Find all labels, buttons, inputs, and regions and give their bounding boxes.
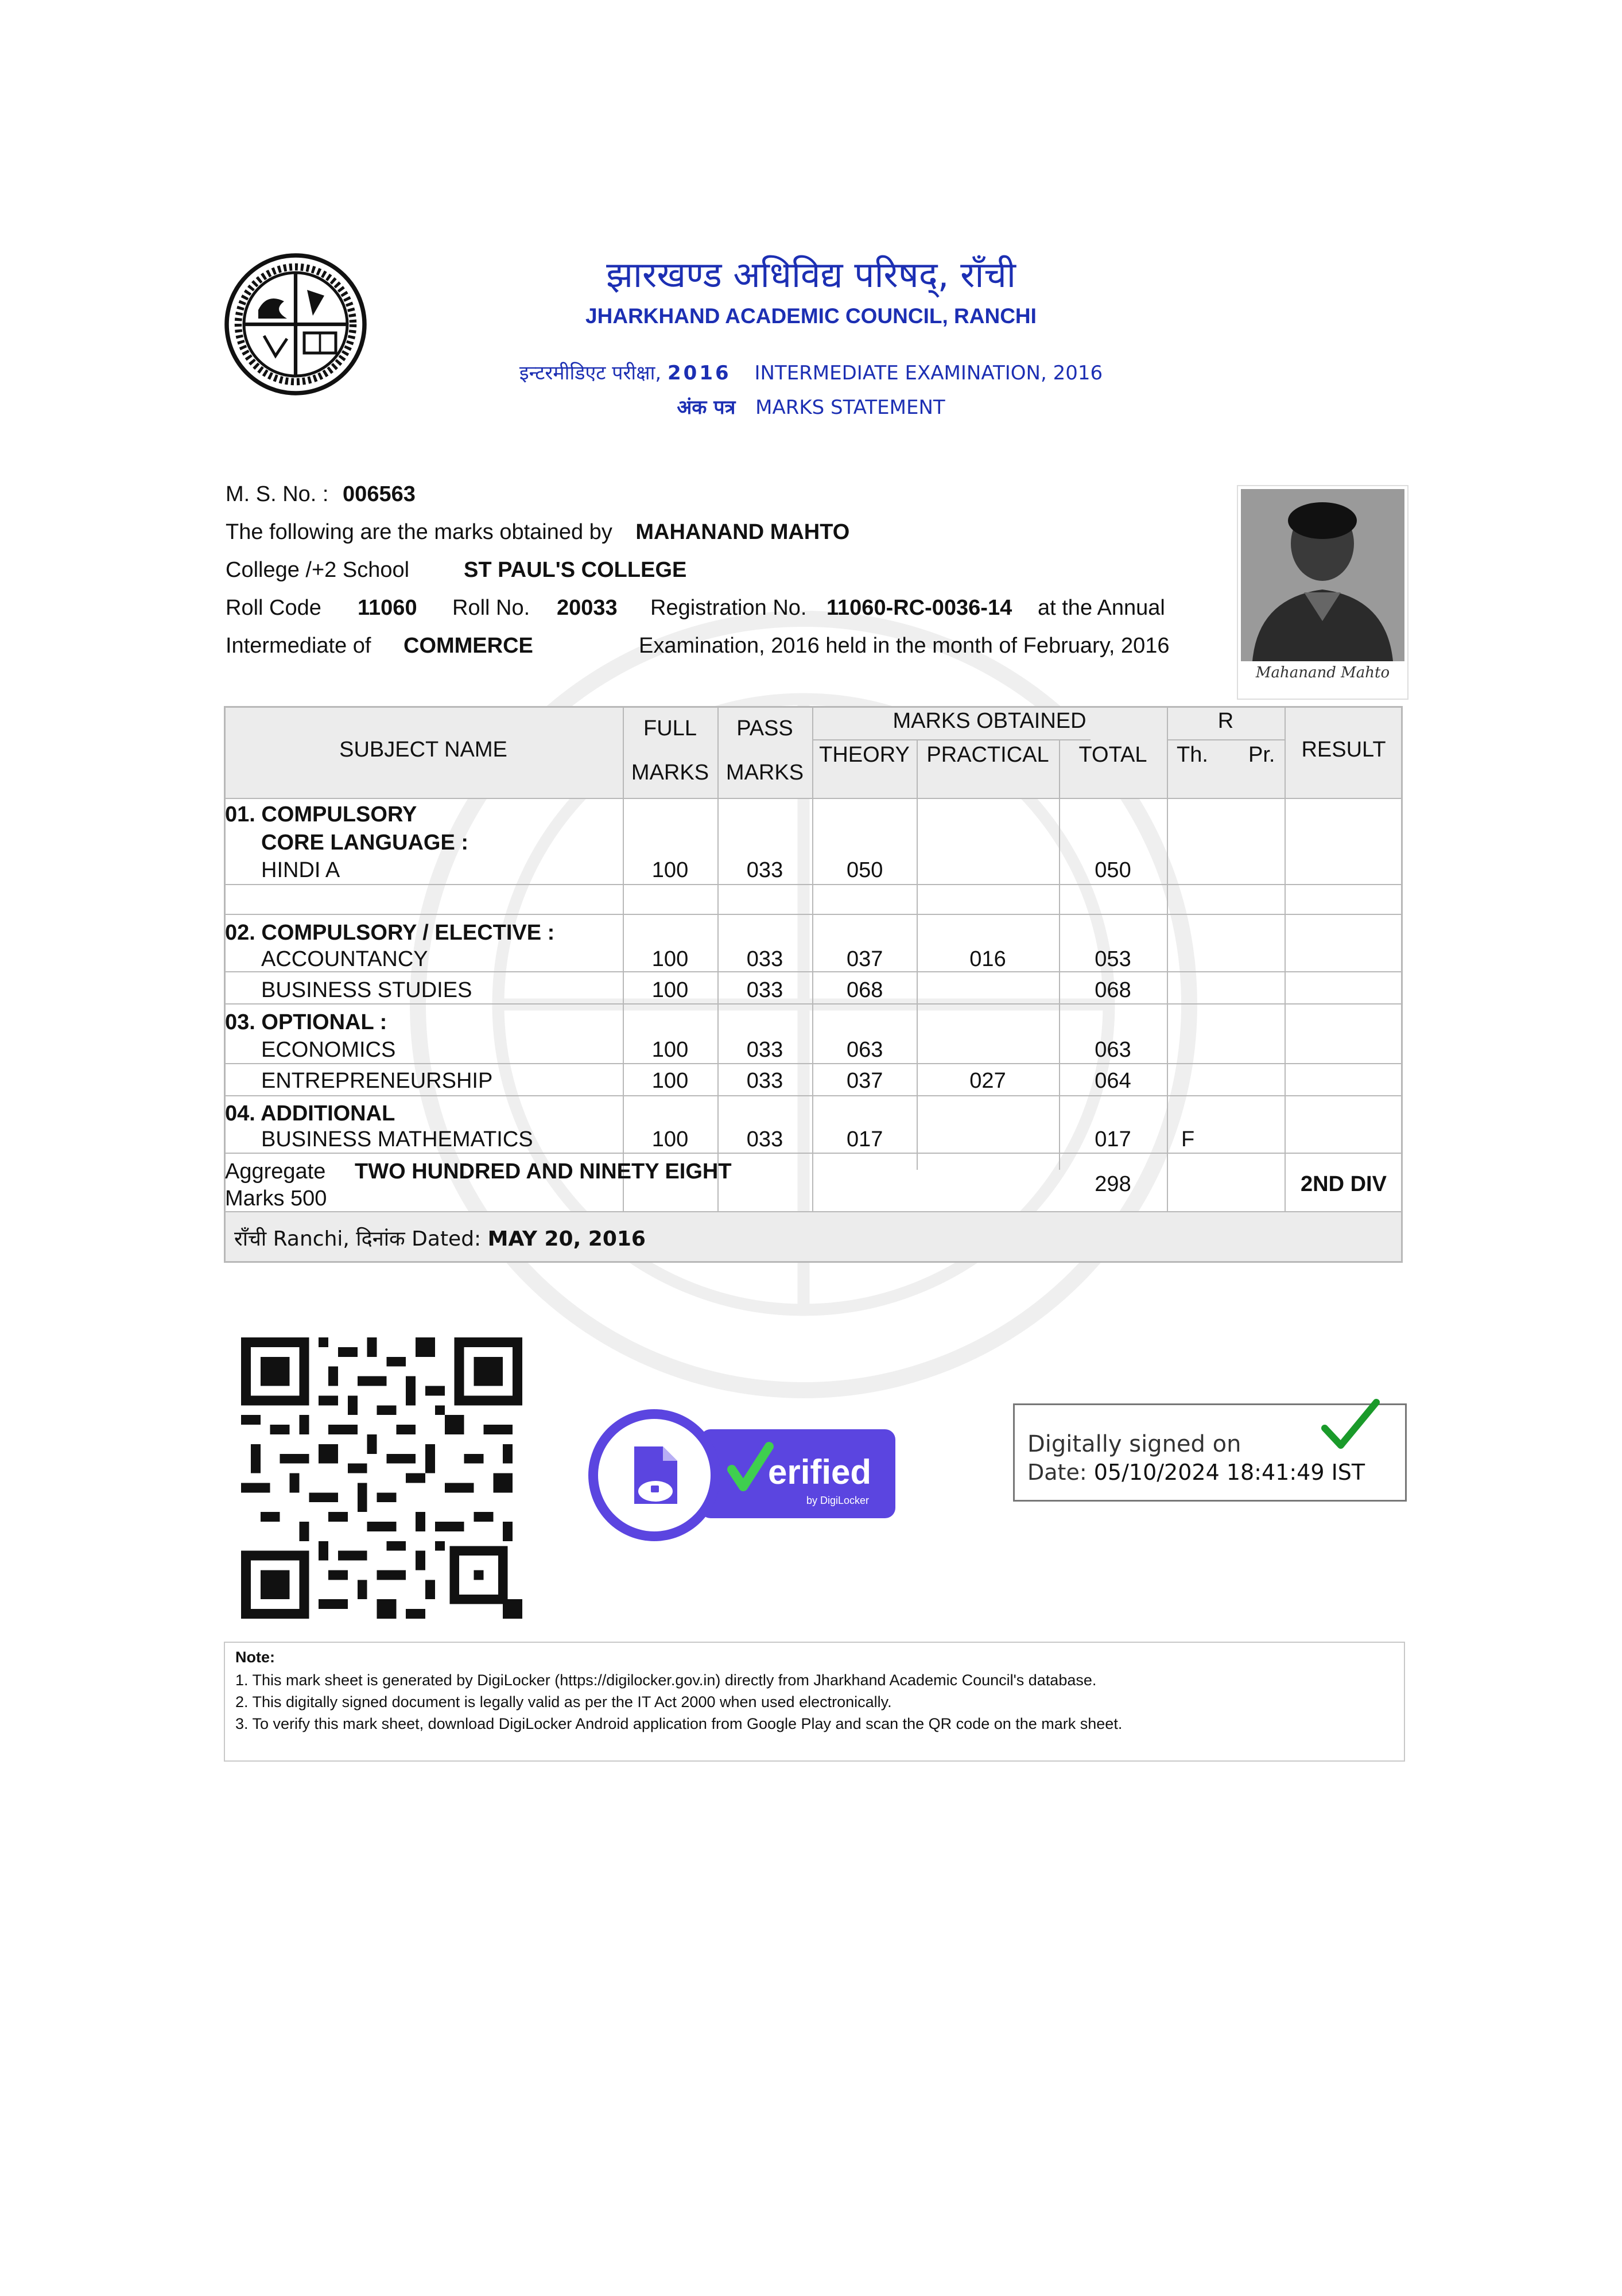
header-marks-obtained: MARKS OBTAINED — [893, 709, 1086, 733]
dated-place: Ranchi, — [273, 1227, 350, 1251]
header-full: FULL — [643, 716, 697, 740]
note-box — [224, 1642, 1405, 1762]
photo-signature: Mahanand Mahto — [1255, 664, 1390, 681]
header-pass-marks: MARKS — [725, 761, 804, 785]
dated-line — [234, 1224, 646, 1252]
exam-held-text: Examination, 2016 held in the month of February, 2016 — [639, 634, 1170, 658]
theory-marks: 037 — [847, 1069, 883, 1093]
ms-no-row — [226, 482, 416, 507]
full-marks: 100 — [651, 858, 689, 882]
stream-label: Intermediate of — [226, 634, 371, 658]
pass-marks: 033 — [746, 858, 783, 882]
aggregate-total: 298 — [1095, 1172, 1131, 1196]
signed-date-line — [1027, 1460, 1365, 1485]
header-pr: Pr. — [1248, 743, 1275, 767]
practical-marks: 027 — [969, 1069, 1006, 1093]
full-marks: 100 — [651, 978, 689, 1002]
total-marks: 050 — [1095, 858, 1131, 882]
pass-marks: 033 — [746, 947, 783, 971]
pass-marks: 033 — [746, 1069, 783, 1093]
full-marks: 100 — [651, 1069, 689, 1093]
total-marks: 064 — [1095, 1069, 1131, 1093]
registration-label: Registration No. — [650, 596, 807, 620]
exam-title — [0, 359, 1622, 385]
subject-name: ACCOUNTANCY — [261, 947, 428, 971]
total-marks: 053 — [1095, 947, 1131, 971]
full-marks: 100 — [651, 1127, 689, 1151]
obtained-by-label: The following are the marks obtained by — [226, 520, 612, 544]
note-item: 3. To verify this mark sheet, download DigiLocker Android application from Google Play and scan the QR code on the mark sheet. — [235, 1715, 1123, 1732]
signed-date-label: Date: — [1027, 1460, 1087, 1485]
verified-badge-subtext: by DigiLocker — [806, 1495, 870, 1506]
exam-year: 2016 — [668, 362, 731, 385]
total-marks: 017 — [1095, 1127, 1131, 1151]
student-photo — [1237, 485, 1408, 700]
full-marks: 100 — [651, 947, 689, 971]
roll-no-value: 20033 — [557, 596, 618, 620]
header-theory: THEORY — [819, 743, 910, 767]
group-compulsory: 01. COMPULSORY — [225, 802, 417, 827]
statement-title — [0, 393, 1622, 420]
aggregate-marks-label: Marks 500 — [225, 1186, 327, 1211]
full-marks: 100 — [651, 1038, 689, 1062]
total-marks: 063 — [1095, 1038, 1131, 1062]
digilocker-verified-badge — [585, 1406, 901, 1544]
ms-no-label: M. S. No. : — [226, 482, 329, 506]
header-practical: PRACTICAL — [926, 743, 1049, 767]
group-optional: 03. OPTIONAL : — [225, 1010, 387, 1034]
roll-no-label: Roll No. — [452, 596, 530, 620]
theory-marks: 017 — [847, 1127, 883, 1151]
verification-qr-code — [241, 1337, 522, 1619]
college-name: ST PAUL'S COLLEGE — [464, 558, 687, 582]
digital-signature-box — [1013, 1403, 1407, 1502]
group-additional: 04. ADDITIONAL — [225, 1102, 395, 1126]
subject-name: ENTREPRENEURSHIP — [261, 1069, 493, 1093]
exam-title-english: INTERMEDIATE EXAMINATION, 2016 — [754, 362, 1103, 385]
subject-name: BUSINESS MATHEMATICS — [261, 1127, 533, 1151]
header-total: TOTAL — [1078, 743, 1147, 767]
subject-name: ECONOMICS — [261, 1038, 396, 1062]
roll-code-label: Roll Code — [226, 596, 321, 620]
header-r: R — [1217, 709, 1234, 733]
group-core-language: CORE LANGUAGE : — [261, 831, 468, 855]
pass-marks: 033 — [746, 1038, 783, 1062]
header-subject-name: SUBJECT NAME — [339, 738, 507, 762]
header-th: Th. — [1177, 743, 1208, 767]
dated-value: MAY 20, 2016 — [487, 1227, 646, 1251]
marks-table — [224, 706, 1403, 1263]
group-compulsory-elective: 02. COMPULSORY / ELECTIVE : — [225, 921, 555, 945]
header-full-marks: MARKS — [631, 761, 709, 785]
dated-place-hindi: राँची — [234, 1227, 267, 1251]
total-marks: 068 — [1095, 978, 1131, 1002]
dated-label: Dated: — [412, 1227, 482, 1251]
registration-value: 11060-RC-0036-14 — [826, 596, 1012, 620]
verified-badge-text: erified — [768, 1453, 872, 1491]
statement-title-english: MARKS STATEMENT — [755, 396, 945, 419]
stream-value: COMMERCE — [403, 634, 533, 658]
dated-label-hindi: दिनांक — [356, 1227, 405, 1251]
subject-name: HINDI A — [261, 858, 340, 882]
signed-date-value: 05/10/2024 18:41:49 IST — [1093, 1460, 1365, 1485]
theory-marks: 063 — [847, 1038, 883, 1062]
student-photo-image — [1241, 489, 1404, 661]
fail-flag-theory: F — [1181, 1127, 1195, 1151]
aggregate-words: TWO HUNDRED AND NINETY EIGHT — [355, 1159, 732, 1184]
college-label: College /+2 School — [226, 558, 410, 582]
aggregate-label: Aggregate — [225, 1159, 326, 1184]
signed-label: Digitally signed on — [1027, 1431, 1241, 1457]
note-item: 2. This digitally signed document is legally valid as per the IT Act 2000 when used electronically. — [235, 1693, 892, 1711]
header-pass: PASS — [736, 716, 793, 740]
note-title: Note: — [235, 1649, 275, 1666]
exam-title-hindi: इन्टरमीडिएट परीक्षा, — [519, 362, 662, 385]
header-result: RESULT — [1301, 738, 1386, 762]
subject-name: BUSINESS STUDIES — [261, 978, 472, 1002]
statement-title-hindi: अंक पत्र — [677, 396, 736, 419]
council-name-english: JHARKHAND ACADEMIC COUNCIL, RANCHI — [585, 304, 1037, 328]
theory-marks: 068 — [847, 978, 883, 1002]
note-item: 1. This mark sheet is generated by DigiLocker (https://digilocker.gov.in) directly from Jharkhand Academic Council's database. — [235, 1671, 1097, 1689]
theory-marks: 037 — [847, 947, 883, 971]
ms-no-value: 006563 — [343, 482, 416, 506]
practical-marks: 016 — [969, 947, 1006, 971]
council-name-hindi: झारखण्ड अधिविद्य परिषद्, राँची — [606, 254, 1016, 296]
annual-label: at the Annual — [1038, 596, 1165, 620]
pass-marks: 033 — [746, 978, 783, 1002]
pass-marks: 033 — [746, 1127, 783, 1151]
theory-marks: 050 — [847, 858, 883, 882]
roll-code-value: 11060 — [358, 596, 417, 620]
result-division: 2ND DIV — [1301, 1172, 1387, 1196]
student-name: MAHANAND MAHTO — [635, 520, 850, 544]
check-icon — [1319, 1397, 1382, 1454]
obtained-by-row — [226, 520, 849, 545]
